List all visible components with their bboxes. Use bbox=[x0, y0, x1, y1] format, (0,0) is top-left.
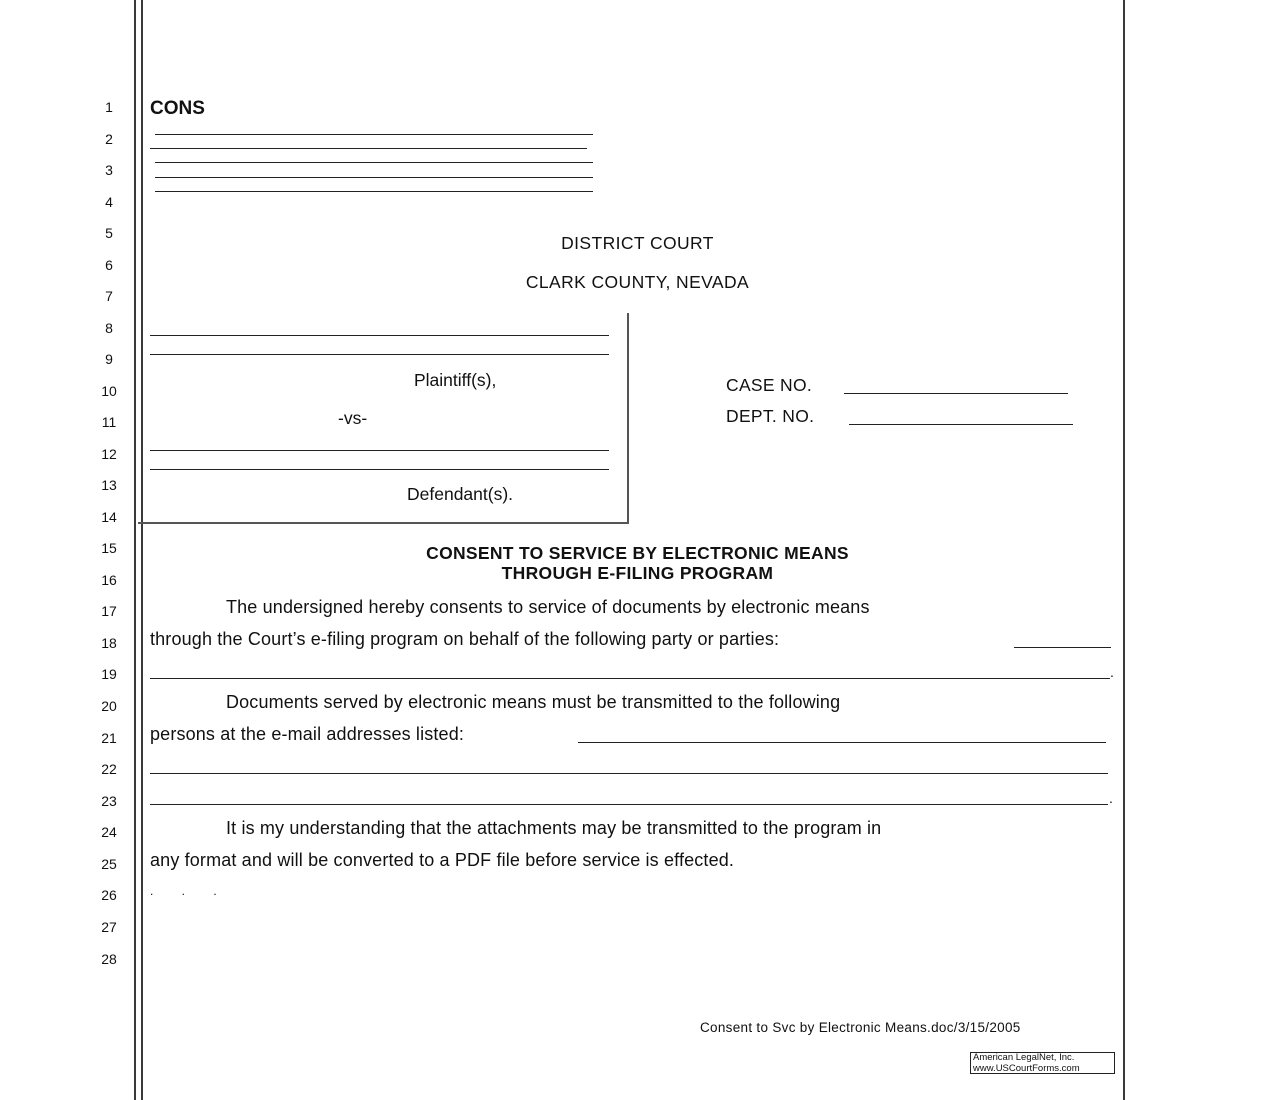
caption-right-border bbox=[627, 313, 629, 523]
dept-number-field[interactable] bbox=[849, 424, 1073, 425]
document-title-line-2: THROUGH E-FILING PROGRAM bbox=[501, 563, 774, 583]
paragraph-1-line-1: The undersigned hereby consents to service of documents by electronic means bbox=[226, 597, 870, 617]
line-number: 24 bbox=[101, 824, 117, 840]
line-number: 16 bbox=[101, 572, 117, 588]
email-address-field-1[interactable] bbox=[578, 742, 1106, 743]
email-address-field-3[interactable] bbox=[150, 804, 1108, 805]
publisher-name: American LegalNet, Inc. bbox=[973, 1052, 1075, 1063]
attorney-bar-number-field[interactable] bbox=[150, 148, 587, 149]
email-address-field-2[interactable] bbox=[150, 773, 1108, 774]
court-county: CLARK COUNTY, NEVADA bbox=[525, 272, 750, 292]
case-number-field[interactable] bbox=[844, 393, 1068, 394]
line-number: 10 bbox=[101, 383, 117, 399]
line-number: 18 bbox=[101, 635, 117, 651]
line-number: 28 bbox=[101, 951, 117, 967]
defendant-name-field-1[interactable] bbox=[150, 450, 609, 451]
attorney-address-field[interactable] bbox=[155, 162, 593, 163]
line-number: 3 bbox=[105, 162, 113, 178]
document-title-line-1: CONSENT TO SERVICE BY ELECTRONIC MEANS bbox=[426, 543, 849, 563]
period: . bbox=[1110, 664, 1114, 680]
publisher-stamp bbox=[970, 1052, 1115, 1074]
paragraph-3-line-1: It is my understanding that the attachments may be transmitted to the program in bbox=[226, 818, 882, 838]
line-number: 21 bbox=[101, 730, 117, 746]
attorney-phone-field[interactable] bbox=[155, 191, 593, 192]
left-margin-rule-outer bbox=[134, 0, 136, 1100]
continuation-ellipsis: . . . bbox=[150, 884, 220, 898]
form-code: CONS bbox=[150, 98, 205, 119]
line-number: 2 bbox=[105, 131, 113, 147]
attorney-city-field[interactable] bbox=[155, 177, 593, 178]
line-number: 12 bbox=[101, 446, 117, 462]
line-number: 7 bbox=[105, 288, 113, 304]
line-number: 25 bbox=[101, 856, 117, 872]
footer-filename: Consent to Svc by Electronic Means.doc/3/15/2005 bbox=[700, 1020, 1021, 1035]
attorney-name-field[interactable] bbox=[155, 134, 593, 135]
plaintiff-name-field-2[interactable] bbox=[150, 354, 609, 355]
plaintiff-label: Plaintiff(s), bbox=[414, 370, 497, 390]
line-number: 20 bbox=[101, 698, 117, 714]
line-number: 13 bbox=[101, 477, 117, 493]
paragraph-1-line-2: through the Court’s e-filing program on behalf of the following party or parties: bbox=[150, 629, 780, 649]
line-number: 22 bbox=[101, 761, 117, 777]
line-number: 23 bbox=[101, 793, 117, 809]
plaintiff-name-field-1[interactable] bbox=[150, 335, 609, 336]
party-name-field-2[interactable] bbox=[150, 678, 1110, 679]
caption-bottom-border bbox=[138, 522, 629, 524]
line-number: 26 bbox=[101, 887, 117, 903]
paragraph-2-line-2: persons at the e-mail addresses listed: bbox=[150, 724, 465, 744]
line-number: 11 bbox=[101, 414, 117, 430]
period: . bbox=[1109, 790, 1113, 806]
versus-label: -vs- bbox=[338, 408, 368, 428]
line-number: 27 bbox=[101, 919, 117, 935]
line-number: 19 bbox=[101, 666, 117, 682]
line-number: 9 bbox=[105, 351, 113, 367]
party-name-field-1[interactable] bbox=[1014, 647, 1111, 648]
line-number: 17 bbox=[101, 603, 117, 619]
defendant-label: Defendant(s). bbox=[407, 484, 514, 504]
defendant-name-field-2[interactable] bbox=[150, 469, 609, 470]
paragraph-3-line-2: any format and will be converted to a PDF file before service is effected. bbox=[150, 850, 735, 870]
line-number: 14 bbox=[101, 509, 117, 525]
publisher-url[interactable]: www.USCourtForms.com bbox=[973, 1062, 1080, 1074]
line-number: 6 bbox=[105, 257, 113, 273]
case-number-label: CASE NO. bbox=[726, 375, 813, 395]
paragraph-2-line-1: Documents served by electronic means must be transmitted to the following bbox=[226, 692, 841, 712]
line-number: 8 bbox=[105, 320, 113, 336]
court-name: DISTRICT COURT bbox=[561, 233, 714, 253]
line-number: 4 bbox=[105, 194, 113, 210]
line-number: 5 bbox=[105, 225, 113, 241]
line-number: 1 bbox=[105, 99, 113, 115]
dept-number-label: DEPT. NO. bbox=[726, 406, 815, 426]
line-number: 15 bbox=[101, 540, 117, 556]
